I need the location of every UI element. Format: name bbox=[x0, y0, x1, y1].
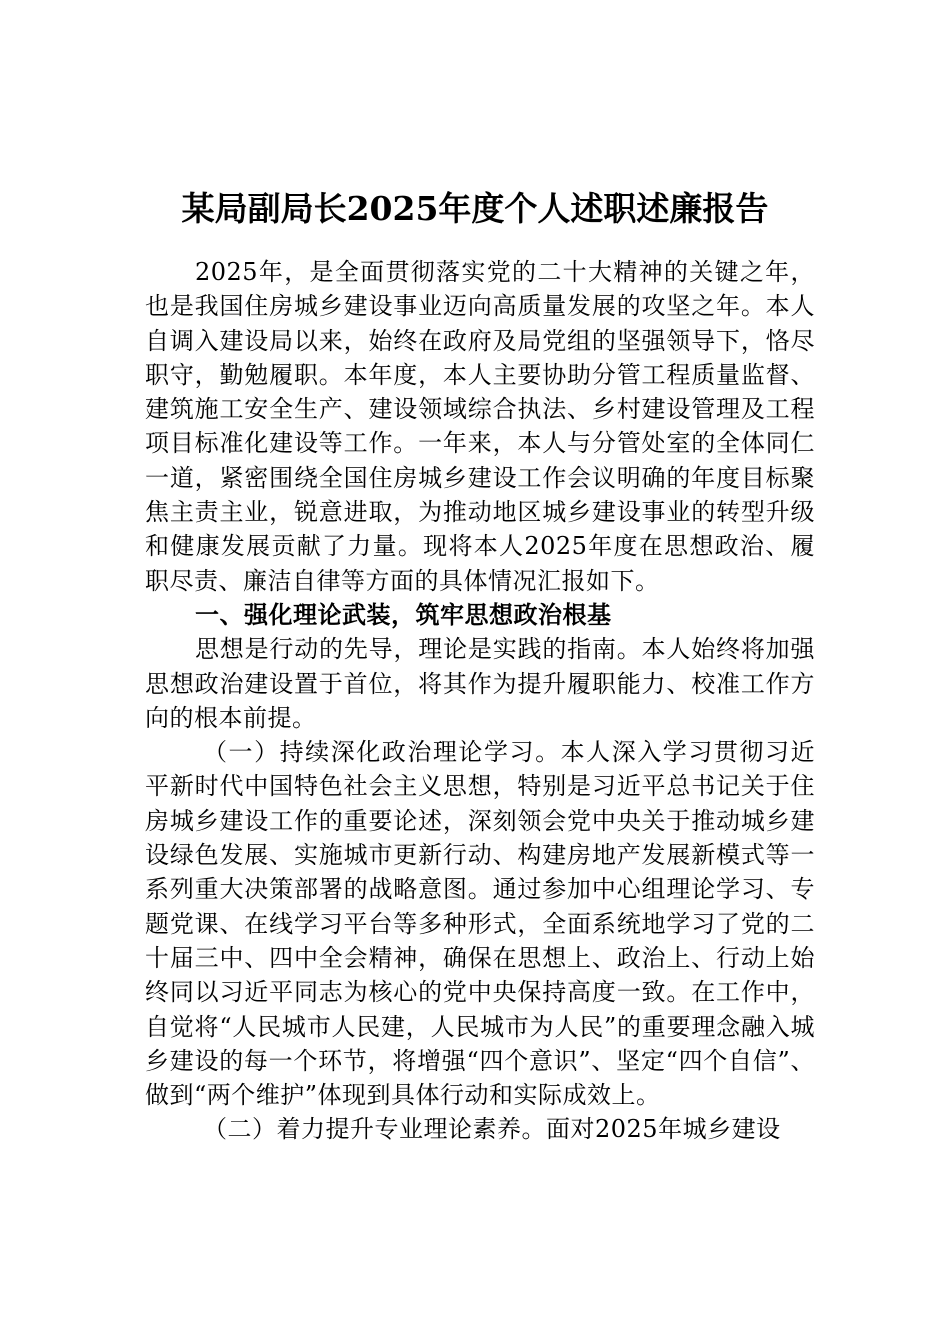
section-1-item-2-paragraph: （二）着力提升专业理论素养。面对2025年城乡建设 bbox=[203, 1115, 781, 1144]
section-1-lead-paragraph: 思想是行动的先导，理论是实践的指南。本人始终将加强思想政治建设置于首位，将其作为提升履职能力、校准工作方向的根本前提。 bbox=[145, 635, 815, 732]
section-1-heading: 一、强化理论武装，筑牢思想政治根基 bbox=[195, 600, 612, 629]
section-1-item-1-paragraph: （一）持续深化政治理论学习。本人深入学习贯彻习近平新时代中国特色社会主义思想，特别是习近平总书记关于住房城乡建设工作的重要论述，深刻领会党中央关于推动城乡建设绿色发展、实施城市更新行动、构建房地产发展新模式等一系列重大决策部署的战略意图。通过参加中心组理论学习、专题党课、在线学习平台等多种形式，全面系统地学习了党的二十届三中、四中全会精神，确保在思想上、政治上、行动上始终同以习近平同志为核心的党中央保持高度一致。在工作中，自觉将“人民城市人民建，人民城市为人民”的重要理念融入城乡建设的每一个环节，将增强“四个意识”、坚定“四个自信”、做到“两个维护”体现到具体行动和实际成效上。 bbox=[145, 738, 815, 1110]
document-title: 某局副局长2025年度个人述职述廉报告 bbox=[181, 189, 769, 229]
intro-paragraph: 2025年，是全面贯彻落实党的二十大精神的关键之年，也是我国住房城乡建设事业迈向高质量发展的攻坚之年。本人自调入建设局以来，始终在政府及局党组的坚强领导下，恪尽职守，勤勉履职。本年度，本人主要协助分管工程质量监督、建筑施工安全生产、建设领域综合执法、乡村建设管理及工程项目标准化建设等工作。一年来，本人与分管处室的全体同仁一道，紧密围绕全国住房城乡建设工作会议明确的年度目标聚焦主责主业，锐意进取，为推动地区城乡建设事业的转型升级和健康发展贡献了力量。现将本人2025年度在思想政治、履职尽责、廉洁自律等方面的具体情况汇报如下。 bbox=[145, 258, 815, 595]
document-body bbox=[145, 255, 815, 1147]
